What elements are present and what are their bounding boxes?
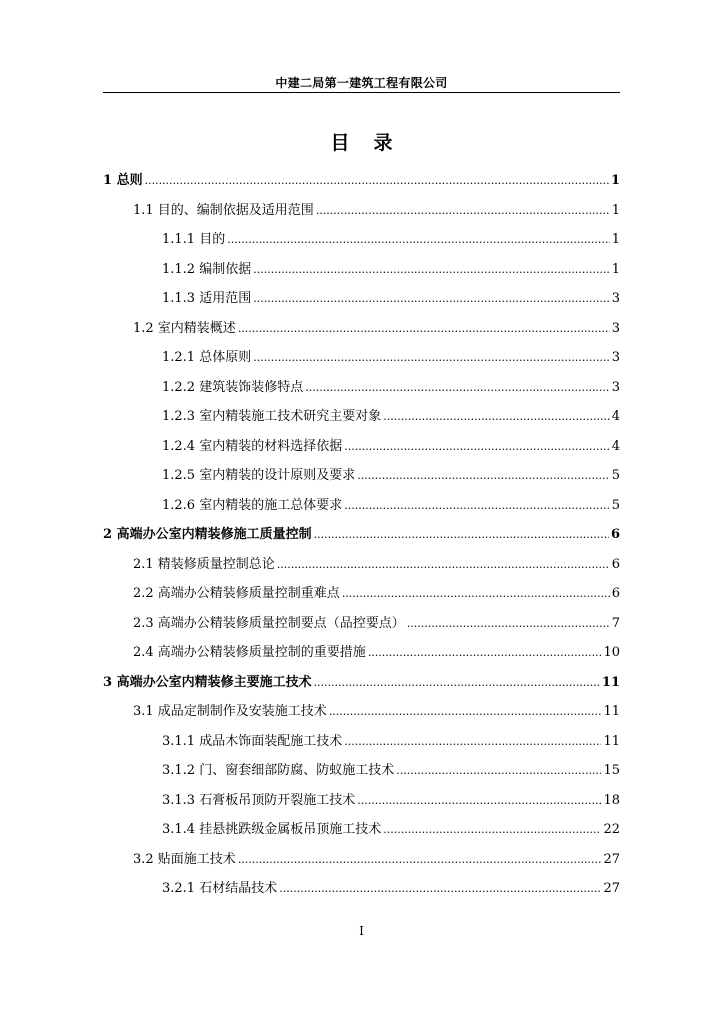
toc-entry-page: 11 (601, 674, 620, 690)
toc-entry-label: 2.1 精装修质量控制总论 (133, 556, 275, 572)
toc-entry-page: 3 (611, 379, 620, 395)
toc-leader-dots (344, 437, 610, 457)
toc-entry-label: 1.1.2 编制依据 (162, 261, 252, 277)
toc-entry-label: 3 高端办公室内精装修主要施工技术 (103, 674, 312, 690)
toc-entry-label: 1 总则 (103, 173, 143, 188)
toc-leader-dots (305, 378, 610, 398)
toc-entry[interactable] (162, 761, 620, 781)
toc-title-right: 录 (373, 132, 393, 154)
toc-leader-dots (329, 702, 602, 722)
toc-entry-label: 1.1 目的、编制依据及适用范围 (133, 202, 314, 218)
toc-leader-dots (344, 732, 601, 752)
toc-entry-label: 3.1.1 成品木饰面装配施工技术 (162, 733, 343, 749)
toc-leader-dots (383, 407, 610, 427)
toc-entry-page: 6 (610, 527, 620, 542)
toc-leader-dots (314, 673, 600, 693)
toc-entry[interactable] (162, 466, 620, 486)
toc-entry-page: 11 (603, 733, 620, 749)
toc-entry-page: 3 (611, 291, 620, 306)
toc-entry-page: 27 (603, 881, 620, 896)
toc-entry[interactable] (133, 319, 620, 339)
toc-entry[interactable] (103, 171, 620, 191)
toc-entry-page: 10 (603, 645, 620, 660)
toc-entry-page: 1 (611, 232, 620, 247)
toc-leader-dots (314, 525, 609, 545)
toc-entry[interactable] (103, 525, 620, 545)
toc-entry[interactable] (133, 614, 620, 634)
toc-leader-dots (357, 466, 610, 486)
toc-leader-dots (253, 260, 610, 280)
toc-leader-dots (227, 230, 610, 250)
toc-entry[interactable] (162, 496, 620, 516)
toc-entry[interactable] (162, 260, 620, 280)
toc-leader-dots (253, 289, 610, 309)
toc-entry[interactable] (162, 230, 620, 250)
toc-leader-dots (357, 791, 601, 811)
toc-entry-label: 2.2 高端办公精装修质量控制重难点 (133, 586, 340, 601)
toc-entry-page: 27 (603, 851, 620, 867)
toc-leader-dots (396, 761, 601, 781)
toc-entry[interactable] (162, 437, 620, 457)
toc-leader-dots (342, 584, 610, 604)
toc-entry-page: 1 (611, 202, 620, 218)
toc-entry-page: 22 (603, 822, 620, 837)
toc-entry-label: 1.1.1 目的 (162, 232, 226, 247)
toc-entry[interactable] (162, 820, 620, 840)
toc-entry[interactable] (162, 378, 620, 398)
toc-entry-label: 2.3 高端办公精装修质量控制要点（品控要点） (133, 615, 405, 631)
toc-entry-label: 1.2 室内精装概述 (133, 320, 236, 336)
toc-leader-dots (279, 879, 601, 899)
toc-entry-page: 18 (603, 792, 620, 808)
toc-leader-dots (316, 201, 610, 221)
toc-entry-page: 4 (611, 438, 620, 454)
toc-entry[interactable] (133, 643, 620, 663)
toc-entry-label: 3.1.3 石膏板吊顶防开裂施工技术 (162, 792, 356, 808)
toc-title-left: 目 (330, 132, 350, 154)
toc-leader-dots (368, 643, 602, 663)
toc-leader-dots (253, 348, 610, 368)
toc-entry-label: 1.1.3 适用范围 (162, 291, 252, 306)
toc-entry-page: 6 (611, 586, 620, 601)
toc-entry[interactable] (162, 289, 620, 309)
toc-entry-label: 3.2.1 石材结晶技术 (162, 881, 278, 896)
toc-entry-label: 1.2.5 室内精装的设计原则及要求 (162, 468, 356, 483)
toc-entry-label: 1.2.3 室内精装施工技术研究主要对象 (162, 409, 382, 424)
toc-entry[interactable] (133, 702, 620, 722)
toc-entry-label: 3.1.4 挂悬挑跌级金属板吊顶施工技术 (162, 822, 382, 837)
toc-entry-page: 11 (603, 704, 620, 719)
toc-entry[interactable] (162, 732, 620, 752)
toc-entry-page: 6 (611, 556, 620, 572)
toc-entry-label: 2 高端办公室内精装修施工质量控制 (103, 527, 312, 542)
toc-entry-page: 1 (610, 173, 620, 188)
toc-entry-label: 3.1 成品定制制作及安装施工技术 (133, 704, 327, 719)
toc-entry-label: 3.1.2 门、窗套细部防腐、防蚁施工技术 (162, 763, 395, 778)
toc-leader-dots (277, 555, 610, 575)
toc-entry[interactable] (162, 879, 620, 899)
toc-leader-dots (145, 171, 609, 191)
toc-leader-dots (238, 319, 610, 339)
toc-entry[interactable] (133, 850, 620, 870)
toc-entry[interactable] (133, 584, 620, 604)
toc-entry-page: 4 (611, 409, 620, 424)
toc-entry-label: 1.2.4 室内精装的材料选择依据 (162, 438, 343, 454)
toc-entry[interactable] (133, 201, 620, 221)
toc-leader-dots (407, 614, 610, 634)
toc-leader-dots (238, 850, 602, 870)
toc-entry-label: 2.4 高端办公精装修质量控制的重要措施 (133, 645, 366, 660)
toc-entry-page: 5 (611, 468, 620, 483)
toc-entry-page: 5 (611, 497, 620, 513)
toc-entry[interactable] (162, 791, 620, 811)
toc-entry-label: 1.2.2 建筑装饰装修特点 (162, 379, 304, 395)
toc-entry[interactable] (162, 407, 620, 427)
toc-entry-label: 1.2.6 室内精装的施工总体要求 (162, 497, 343, 513)
toc-entry-page: 7 (611, 615, 620, 631)
toc-entry-page: 3 (611, 320, 620, 336)
toc-entry-label: 3.2 贴面施工技术 (133, 851, 236, 867)
toc-entry-label: 1.2.1 总体原则 (162, 350, 252, 365)
toc-entry[interactable] (162, 348, 620, 368)
page-number: I (359, 924, 364, 938)
toc-entry[interactable] (103, 673, 620, 693)
toc-leader-dots (344, 496, 610, 516)
toc-entry-page: 15 (603, 763, 620, 778)
toc-entry[interactable] (133, 555, 620, 575)
document-header: 中建二局第一建筑工程有限公司 (275, 76, 448, 90)
toc-entry-page: 3 (611, 350, 620, 365)
toc-entry-page: 1 (611, 261, 620, 277)
toc-leader-dots (383, 820, 601, 840)
